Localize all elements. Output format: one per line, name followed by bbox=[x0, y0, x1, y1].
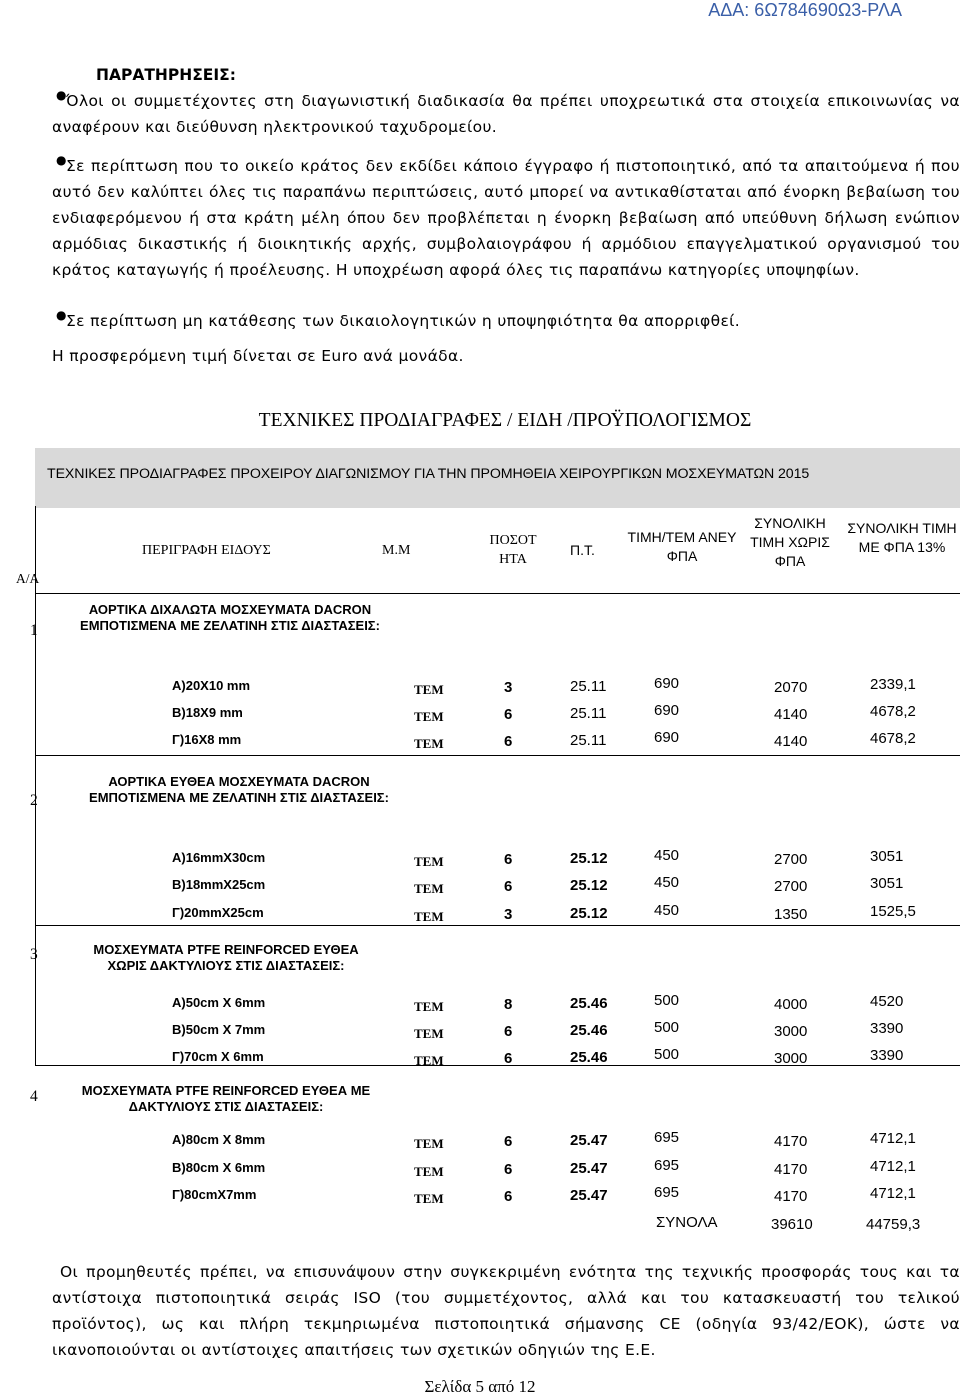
table-row bbox=[0, 1019, 960, 1048]
item-pt: 25.12 bbox=[570, 850, 608, 867]
group-title: ΜΟΣΧΕΥΜΑΤΑ PTFE REINFORCED ΕΥΘΕΑ ΜΕ ΔΑΚΤΥΛΙΟΥΣ ΣΤΙΣ ΔΙΑΣΤΑΣΕΙΣ: bbox=[81, 1083, 371, 1114]
group-title: ΑΟΡΤΙΚΑ ΔΙΧΑΛΩΤΑ ΜΟΣΧΕΥΜΑΤΑ DACRON ΕΜΠΟΤΙΣΜΕΝΑ ΜΕ ΖΕΛΑΤΙΝΗ ΣΤΙΣ ΔΙΑΣΤΑΣΕΙΣ: bbox=[80, 602, 380, 633]
item-total-vat: 3051 bbox=[870, 875, 904, 892]
sum-label: ΣΥΝΟΛΑ bbox=[656, 1214, 718, 1231]
table-row bbox=[0, 874, 960, 903]
spec-title: ΤΕΧΝΙΚΕΣ ΠΡΟΔΙΑΓΡΑΦΕΣ / ΕΙΔΗ /ΠΡΟΫΠΟΛΟΓΙΣΜΟΣ bbox=[258, 410, 752, 431]
table-row bbox=[0, 1129, 960, 1158]
item-total-vat: 2339,1 bbox=[870, 676, 916, 693]
item-price: 450 bbox=[654, 902, 680, 919]
item-quantity: 6 bbox=[504, 1161, 513, 1178]
note-bullet-2: Σε περίπτωση που το οικείο κράτος δεν εκδίδει κάποιο έγγραφο ή πιστοποιητικό, από τα απαιτούμενα ή που αυτό δεν καλύπτει όλες τις παραπάνω περιπτώσεις, αυτό μπορεί να αντικαθίσταται από ένορκη βεβαίωση του ενδιαφερόμενου ή στα κράτη μέλη όπου δεν προβλέπεται η ένορκη βεβαίωση από υπεύθυνη δήλωση ενώπιον αρμόδιας δικαστικής ή διοικητικής αρχής, συμβολαιογράφου ή αρμόδιου επαγγελματικού οργανισμού του κράτος καταγωγής ή προέλευσης. Η υποχρέωση αφορά όλες τις παραπάνω κατηγορίες υποψηφίων. bbox=[52, 157, 960, 279]
item-total-vat: 4712,1 bbox=[870, 1130, 916, 1147]
item-price: 695 bbox=[654, 1157, 680, 1174]
item-pt: 25.11 bbox=[570, 732, 607, 749]
item-price: 500 bbox=[654, 992, 680, 1009]
item-total: 4000 bbox=[774, 996, 808, 1013]
item-total-vat: 4712,1 bbox=[870, 1158, 916, 1175]
footer-note: Οι προμηθευτές πρέπει, να επισυνάψουν στην συγκεκριμένη ενότητα της τεχνικής προσφοράς τους και τα αντίστοιχα πιστοποιητικά σειράς ISO (του συμμετέχοντος, αλλά και του κατασκευαστή του τελικού προϊόντος), ως και πλήρη τεκμηριωμένα πιστοποιητικά σήμανσης CE (οδηγία 93/42/ΕΟΚ), ώστε να ικανοποιούνται οι αντίστοιχες απαιτήσεις των σχετικών οδηγιών της Ε.Ε. bbox=[52, 1263, 960, 1359]
item-total-vat: 3390 bbox=[870, 1020, 904, 1037]
item-price: 690 bbox=[654, 675, 680, 692]
notes-title: ΠΑΡΑΤΗΡΗΣΕΙΣ: bbox=[96, 66, 236, 84]
item-total: 4170 bbox=[774, 1161, 808, 1178]
item-label: Γ)20mmX25cm bbox=[172, 905, 264, 920]
item-label: A)20X10 mm bbox=[172, 678, 251, 693]
item-label: Γ)16X8 mm bbox=[172, 732, 242, 747]
item-label: A)16mmX30cm bbox=[172, 850, 266, 865]
item-total: 3000 bbox=[774, 1050, 808, 1067]
item-pt: 25.11 bbox=[570, 705, 607, 722]
header-unit-price: ΤΙΜΗ/ΤΕΜ ΑΝΕΥ ΦΠΑ bbox=[627, 529, 737, 564]
item-unit: ΤΕΜ bbox=[414, 1191, 444, 1206]
item-unit: ΤΕΜ bbox=[414, 854, 444, 869]
item-quantity: 6 bbox=[504, 1133, 513, 1150]
item-price: 695 bbox=[654, 1184, 680, 1201]
item-label: A)50cm X 6mm bbox=[172, 995, 266, 1010]
group-number: 1 bbox=[30, 622, 38, 639]
item-quantity: 6 bbox=[504, 706, 513, 723]
item-total-vat: 4712,1 bbox=[870, 1185, 916, 1202]
item-price: 500 bbox=[654, 1046, 680, 1063]
item-quantity: 6 bbox=[504, 878, 513, 895]
table-banner-text: ΤΕΧΝΙΚΕΣ ΠΡΟΔΙΑΓΡΑΦΕΣ ΠΡΟΧΕΙΡΟΥ ΔΙΑΓΩΝΙΣΜΟΥ ΓΙΑ ΤΗΝ ΠΡΟΜΗΘΕΙΑ ΧΕΙΡΟΥΡΓΙΚΩΝ ΜΟΣΧΕΥΜΑΤΩΝ 2015 bbox=[47, 466, 810, 482]
item-price: 450 bbox=[654, 874, 680, 891]
table-row bbox=[0, 729, 960, 758]
item-pt: 25.46 bbox=[570, 995, 608, 1012]
item-unit: ΤΕΜ bbox=[414, 999, 444, 1014]
table-row bbox=[0, 1157, 960, 1186]
sum-total-vat: 44759,3 bbox=[866, 1216, 921, 1233]
item-unit: ΤΕΜ bbox=[414, 736, 444, 751]
item-price: 500 bbox=[654, 1019, 680, 1036]
item-label: B)80cm X 6mm bbox=[172, 1160, 266, 1175]
item-total: 4170 bbox=[774, 1133, 808, 1150]
item-quantity: 6 bbox=[504, 851, 513, 868]
header-total-vat: ΣΥΝΟΛΙΚΗ ΤΙΜΗ ΜΕ ΦΠΑ 13% bbox=[847, 520, 957, 555]
item-total: 1350 bbox=[774, 906, 808, 923]
item-total-vat: 1525,5 bbox=[870, 903, 916, 920]
item-quantity: 6 bbox=[504, 1050, 513, 1067]
item-total: 4170 bbox=[774, 1188, 808, 1205]
item-pt: 25.46 bbox=[570, 1022, 608, 1039]
group-number: 2 bbox=[30, 792, 38, 809]
table-row bbox=[0, 702, 960, 731]
item-total-vat: 4520 bbox=[870, 993, 904, 1010]
table-row bbox=[0, 675, 960, 704]
page-number: Σελίδα 5 από 12 bbox=[424, 1377, 536, 1396]
group-title: ΜΟΣΧΕΥΜΑΤΑ PTFE REINFORCED ΕΥΘΕΑ ΧΩΡΙΣ ΔΑΚΤΥΛΙΟΥΣ ΣΤΙΣ ΔΙΑΣΤΑΣΕΙΣ: bbox=[93, 942, 359, 973]
item-price: 690 bbox=[654, 729, 680, 746]
header-total: ΣΥΝΟΛΙΚΗ ΤΙΜΗ ΧΩΡΙΣ ΦΠΑ bbox=[750, 515, 830, 569]
item-pt: 25.47 bbox=[570, 1160, 608, 1177]
item-price: 450 bbox=[654, 847, 680, 864]
note-bullet-3: Σε περίπτωση μη κατάθεσης των δικαιολογητικών η υποψηφιότητα θα απορριφθεί. bbox=[66, 312, 741, 330]
item-total: 4140 bbox=[774, 733, 808, 750]
sum-total: 39610 bbox=[771, 1216, 813, 1233]
item-quantity: 3 bbox=[504, 679, 513, 696]
item-total: 2070 bbox=[774, 679, 808, 696]
header-aa: Α/Α bbox=[16, 571, 40, 586]
table-row bbox=[0, 1046, 960, 1075]
item-quantity: 6 bbox=[504, 1023, 513, 1040]
item-total: 2700 bbox=[774, 851, 808, 868]
item-unit: ΤΕΜ bbox=[414, 1136, 444, 1151]
item-total-vat: 3051 bbox=[870, 848, 904, 865]
ada-code: ΑΔΑ: 6Ω784690Ω3-ΡΛΑ bbox=[708, 0, 902, 20]
item-unit: ΤΕΜ bbox=[414, 881, 444, 896]
item-total-vat: 4678,2 bbox=[870, 703, 916, 720]
item-total: 3000 bbox=[774, 1023, 808, 1040]
table-row bbox=[0, 902, 960, 931]
item-label: A)80cm X 8mm bbox=[172, 1132, 266, 1147]
item-pt: 25.47 bbox=[570, 1132, 608, 1149]
item-unit: ΤΕΜ bbox=[414, 1164, 444, 1179]
item-pt: 25.12 bbox=[570, 877, 608, 894]
group-title: ΑΟΡΤΙΚΑ ΕΥΘΕΑ ΜΟΣΧΕΥΜΑΤΑ DACRON ΕΜΠΟΤΙΣΜΕΝΑ ΜΕ ΖΕΛΑΤΙΝΗ ΣΤΙΣ ΔΙΑΣΤΑΣΕΙΣ: bbox=[89, 774, 389, 805]
bullet-icon: ● bbox=[56, 153, 67, 167]
note-bullet-1: Όλοι οι συμμετέχοντες στη διαγωνιστική διαδικασία θα πρέπει υποχρεωτικά στα στοιχεία επικοινωνίας να αναφέρουν και διεύθυνση ηλεκτρονικού ταχυδρομείου. bbox=[52, 92, 960, 136]
item-pt: 25.47 bbox=[570, 1187, 608, 1204]
item-total: 4140 bbox=[774, 706, 808, 723]
table-row bbox=[0, 1184, 960, 1213]
item-pt: 25.11 bbox=[570, 678, 607, 695]
item-price: 695 bbox=[654, 1129, 680, 1146]
item-pt: 25.46 bbox=[570, 1049, 608, 1066]
table-row bbox=[0, 992, 960, 1021]
item-label: Γ)80cmX7mm bbox=[172, 1187, 257, 1202]
header-quantity: ΠΟΣΟΤ ΗΤΑ bbox=[489, 533, 537, 567]
item-unit: ΤΕΜ bbox=[414, 909, 444, 924]
item-total: 2700 bbox=[774, 878, 808, 895]
table-row bbox=[0, 847, 960, 876]
header-description: ΠΕΡΙΓΡΑΦΗ ΕΙΔΟΥΣ bbox=[142, 543, 271, 558]
item-total-vat: 4678,2 bbox=[870, 730, 916, 747]
table-left-border bbox=[35, 506, 36, 1066]
price-note: Η προσφερόμενη τιμή δίνεται σε Euro ανά μονάδα. bbox=[52, 347, 464, 365]
item-unit: ΤΕΜ bbox=[414, 682, 444, 697]
group-number: 4 bbox=[30, 1088, 38, 1105]
bullet-icon: ● bbox=[56, 308, 67, 322]
item-unit: ΤΕΜ bbox=[414, 709, 444, 724]
item-quantity: 8 bbox=[504, 996, 513, 1013]
item-label: Γ)70cm X 6mm bbox=[172, 1049, 264, 1064]
item-unit: ΤΕΜ bbox=[414, 1053, 444, 1068]
item-unit: ΤΕΜ bbox=[414, 1026, 444, 1041]
item-quantity: 6 bbox=[504, 733, 513, 750]
item-price: 690 bbox=[654, 702, 680, 719]
bullet-icon: ● bbox=[56, 88, 67, 102]
item-label: B)18mmX25cm bbox=[172, 877, 266, 892]
group-number: 3 bbox=[30, 946, 38, 963]
item-quantity: 6 bbox=[504, 1188, 513, 1205]
header-unit: Μ.Μ bbox=[382, 543, 411, 558]
item-label: B)18X9 mm bbox=[172, 705, 243, 720]
table-line bbox=[35, 593, 960, 594]
item-pt: 25.12 bbox=[570, 905, 608, 922]
item-quantity: 3 bbox=[504, 906, 513, 923]
item-total-vat: 3390 bbox=[870, 1047, 904, 1064]
header-pt: Π.Τ. bbox=[570, 542, 595, 558]
item-label: B)50cm X 7mm bbox=[172, 1022, 266, 1037]
